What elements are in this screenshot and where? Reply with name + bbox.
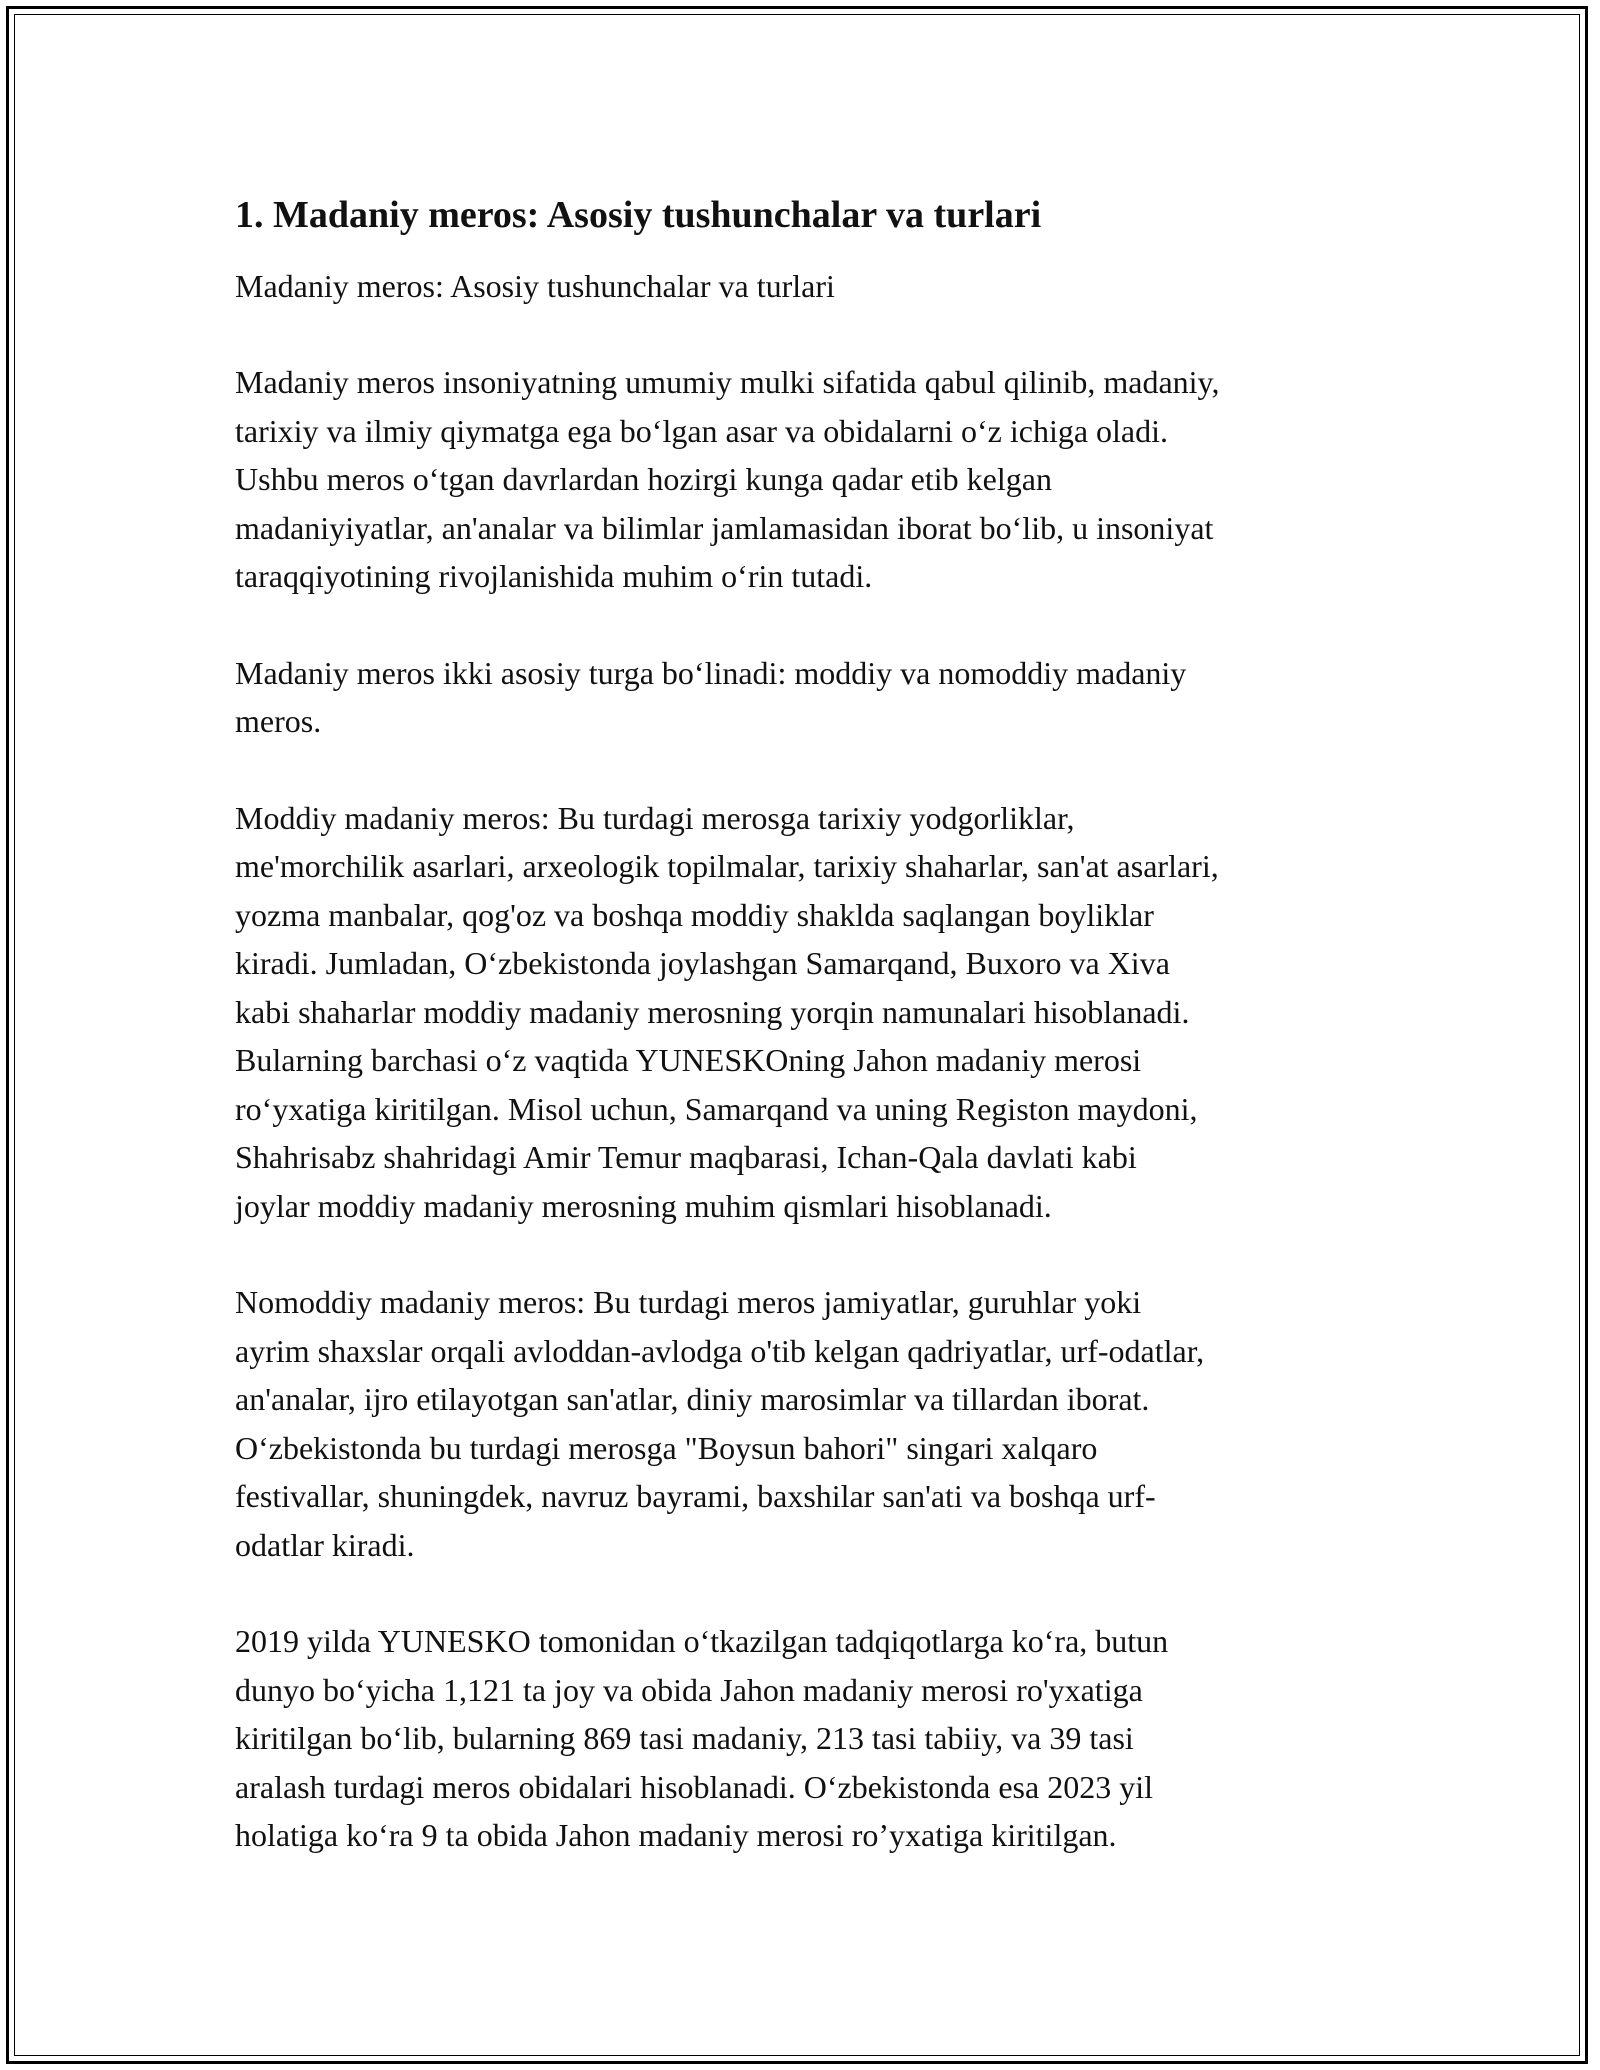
text-line: taraqqiyotining rivojlanishida muhim oʻrin tutadi. — [235, 558, 873, 594]
text-line: festivallar, shuningdek, navruz bayrami, baxshilar san'ati va boshqa urf- — [235, 1478, 1156, 1514]
paragraph-unesco-statistics — [235, 1617, 1375, 1860]
text-line: madaniyiyatlar, an'analar va bilimlar jamlamasidan iborat boʻlib, u insoniyat — [235, 509, 1214, 546]
paragraph-intangible-heritage — [235, 1278, 1375, 1569]
document-heading: 1. Madaniy meros: Asosiy tushunchalar va turlari — [235, 194, 1042, 236]
text-line: meros. — [235, 703, 322, 739]
text-line: Nomoddiy madaniy meros: Bu turdagi meros jamiyatlar, guruhlar yoki — [235, 1284, 1142, 1320]
text-line: holatiga koʻra 9 ta obida Jahon madaniy merosi ro’yxatiga kiritilgan. — [235, 1817, 1117, 1853]
paragraph-tangible-heritage — [235, 794, 1375, 1231]
text-line: roʻyxatiga kiritilgan. Misol uchun, Samarqand va uning Registon maydoni, — [235, 1090, 1198, 1127]
text-line: Moddiy madaniy meros: Bu turdagi merosga tarixiy yodgorliklar, — [235, 799, 1075, 836]
document-body — [235, 190, 1375, 1908]
text-line: aralash turdagi meros obidalari hisoblanadi. Oʻzbekistonda esa 2023 yil — [235, 1768, 1153, 1805]
text-line: Bularning barchasi oʻz vaqtida YUNESKOning Jahon madaniy merosi — [235, 1042, 1142, 1078]
text-line: Oʻzbekistonda bu turdagi merosga "Boysun bahori" singari xalqaro — [235, 1429, 1098, 1466]
text-line: yozma manbalar, qog'oz va boshqa moddiy shakldа saqlangan boyliklar — [235, 896, 1154, 933]
text-line: an'analar, ijro etilayotgan san'atlar, diniy marosimlar va tillardan iborat. — [235, 1381, 1150, 1417]
text-line: Shahrisabz shahridagi Amir Temur maqbarasi, Ichan-Qala davlati kabi — [235, 1139, 1137, 1175]
text-line: me'morchilik asarlari, arxeologik topilmalar, tarixiy shaharlar, san'at asarlari, — [235, 848, 1219, 884]
text-line: joylar moddiy madaniy merosning muhim qismlari hisoblanadi. — [235, 1187, 1052, 1224]
text-line: 2019 yilda YUNESKO tomonidan oʻtkazilgan tadqiqotlarga koʻra, butun — [235, 1623, 1169, 1659]
text-line: dunyo boʻyicha 1,121 ta joy va obida Jahon madaniy merosi ro'yxatiga — [235, 1671, 1143, 1708]
text-line: Ushbu meros oʻtgan davrlardan hozirgi kunga qadar etib kelgan — [235, 461, 1052, 497]
text-line: odatlar kiradi. — [235, 1526, 415, 1563]
text-line: tarixiy va ilmiy qiymatga ega boʻlgan asar va obidalarni oʻz ichiga oladi. — [235, 412, 1169, 449]
text-line: kiradi. Jumladan, Oʻzbekistonda joylashgan Samarqand, Buxoro va Xiva — [235, 945, 1170, 981]
text-line: Madaniy meros insoniyatning umumiy mulki sifatida qabul qilinib, madaniy, — [235, 364, 1220, 400]
text-line: kiritilgan boʻlib, bularning 869 tasi madaniy, 213 tasi tabiiy, va 39 tasi — [235, 1720, 1134, 1756]
text-line: ayrim shaxslar orqali avloddan-avlodga o'tib kelgan qadriyatlar, urf-odatlar, — [235, 1332, 1205, 1369]
paragraph-definition — [235, 358, 1375, 601]
text-line: kabi shaharlar moddiy madaniy merosning yorqin namunalari hisoblanadi. — [235, 993, 1190, 1030]
document-subtitle: Madaniy meros: Asosiy tushunchalar va turlari — [235, 268, 835, 304]
text-line: Madaniy meros ikki asosiy turga boʻlinadi: moddiy va nomoddiy madaniy — [235, 654, 1187, 691]
paragraph-types — [235, 649, 1375, 746]
